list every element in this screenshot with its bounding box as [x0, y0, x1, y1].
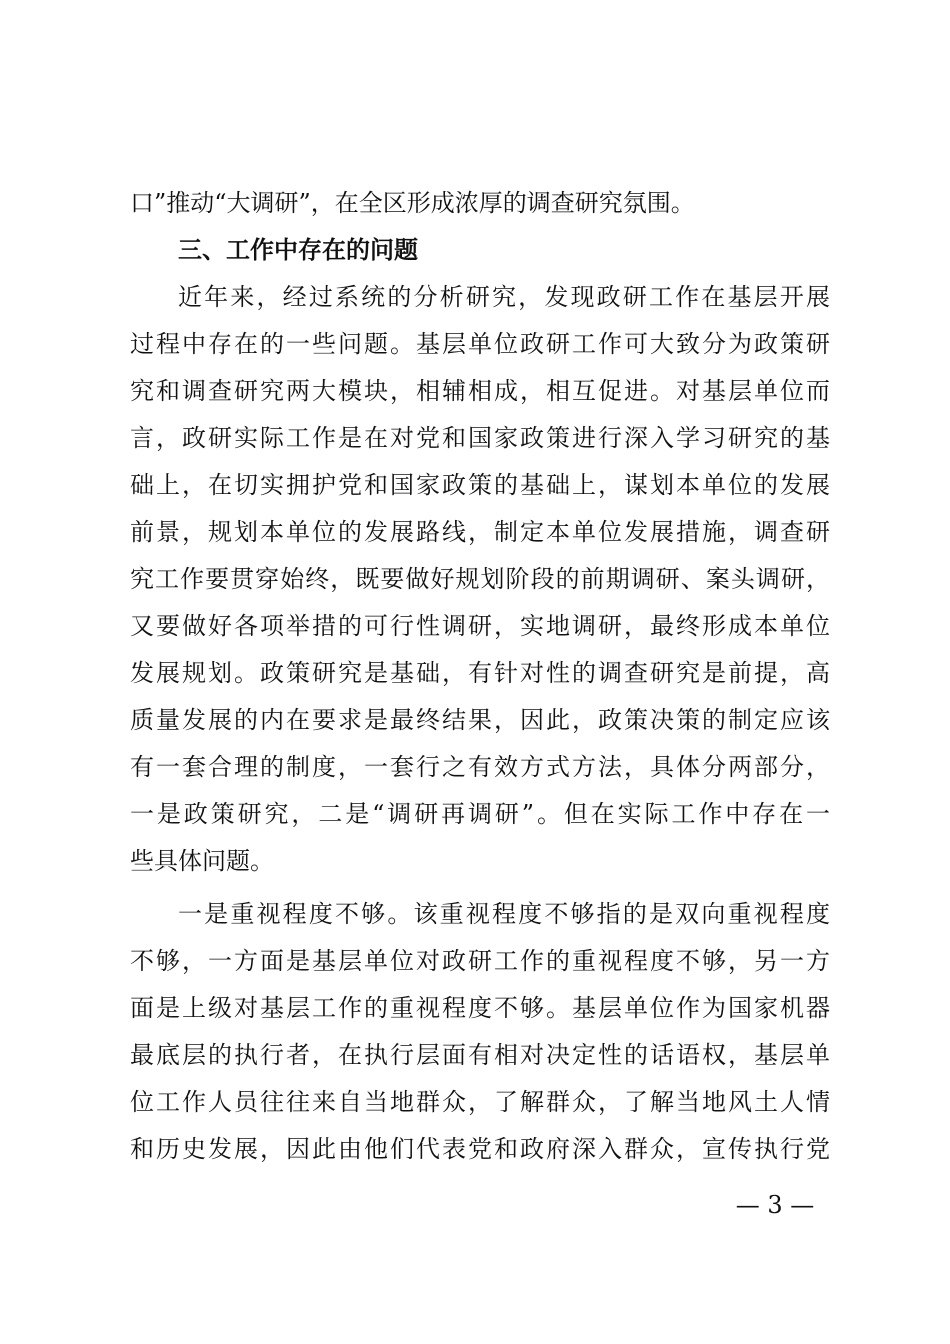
paragraph-line: 不够，一方面是基层单位对政研工作的重视程度不够，另一方 — [130, 947, 830, 975]
paragraph-line: 发展规划。政策研究是基础，有针对性的调查研究是前提，高 — [130, 659, 830, 687]
paragraph-line: 前景，规划本单位的发展路线，制定本单位发展措施，调查研 — [130, 518, 830, 546]
paragraph-line: 些具体问题。 — [130, 847, 274, 875]
page-number: — 3 — — [735, 1191, 815, 1219]
paragraph-line: 一是政策研究，二是“调研再调研”。但在实际工作中存在一 — [130, 800, 830, 828]
paragraph-line: 质量发展的内在要求是最终结果，因此，政策决策的制定应该 — [130, 706, 830, 734]
paragraph-line: 究工作要贯穿始终，既要做好规划阶段的前期调研、案头调研， — [130, 565, 830, 593]
paragraph-line: 最底层的执行者，在执行层面有相对决定性的话语权，基层单 — [130, 1041, 830, 1069]
paragraph-line: 有一套合理的制度，一套行之有效方式方法，具体分两部分， — [130, 753, 830, 781]
paragraph-line: 一是重视程度不够。该重视程度不够指的是双向重视程度 — [178, 900, 830, 928]
paragraph-line: 位工作人员往往来自当地群众，了解群众，了解当地风土人情 — [130, 1088, 830, 1116]
paragraph-line: 言，政研实际工作是在对党和国家政策进行深入学习研究的基 — [130, 424, 830, 452]
section-heading: 三、工作中存在的问题 — [178, 236, 418, 264]
paragraph-line: 面是上级对基层工作的重视程度不够。基层单位作为国家机器 — [130, 994, 830, 1022]
paragraph-line: 近年来，经过系统的分析研究，发现政研工作在基层开展 — [178, 283, 830, 311]
paragraph-line: 础上，在切实拥护党和国家政策的基础上，谋划本单位的发展 — [130, 471, 830, 499]
paragraph-line: 和历史发展，因此由他们代表党和政府深入群众，宣传执行党 — [130, 1135, 830, 1163]
paragraph-line: 过程中存在的一些问题。基层单位政研工作可大致分为政策研 — [130, 330, 830, 358]
paragraph-1 — [130, 274, 830, 885]
continuation-line: 口”推动“大调研”，在全区形成浓厚的调查研究氛围。 — [130, 189, 695, 217]
paragraph-2 — [130, 891, 830, 1173]
paragraph-line: 究和调查研究两大模块，相辅相成，相互促进。对基层单位而 — [130, 377, 830, 405]
document-body — [130, 180, 830, 1173]
paragraph-line: 又要做好各项举措的可行性调研，实地调研，最终形成本单位 — [130, 612, 830, 640]
